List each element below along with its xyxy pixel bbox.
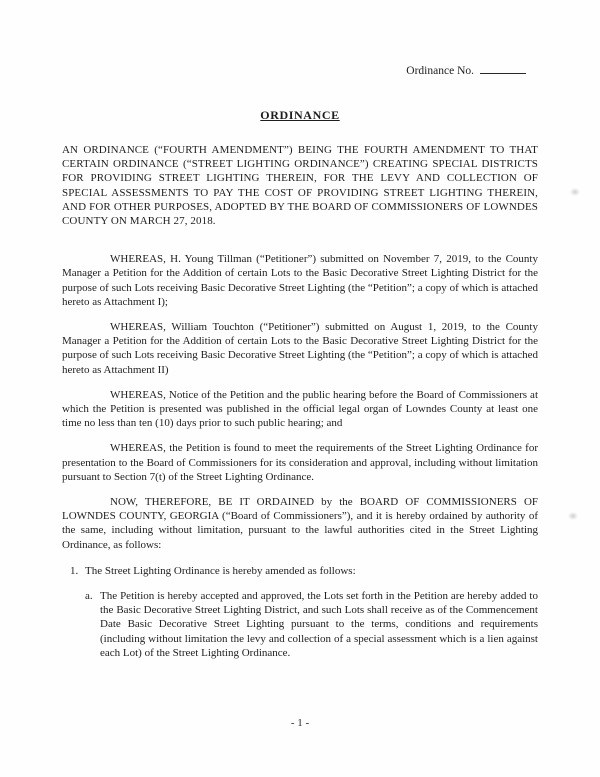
preamble-paragraph: AN ORDINANCE (“FOURTH AMENDMENT”) BEING THE FOURTH AMENDMENT TO THAT CERTAIN ORDINANCE (“STREET LIGHTING ORDINANCE”) CREATING SPECIAL DISTRICTS FOR PROVIDING STREET LIGHTING THEREIN, FOR THE LEVY AND COLLECTION OF SPECIAL ASSESSMENTS TO PAY THE COST OF PROVIDING STREET LIGHTING THEREIN, AND FOR OTHER PURPOSES, ADOPTED BY THE BOARD OF COMMISSIONERS OF LOWNDES COUNTY ON MARCH 27, 2018.: [62, 144, 538, 228]
whereas-paragraph-2: WHEREAS, William Touchton (“Petitioner”) submitted on August 1, 2019, to the County Manager a Petition for the Addition of certain Lots to the Basic Decorative Street Lighting District for the purpose of such Lots receiving Basic Decorative Street Lighting (the “Petition”; a copy of which is attached hereto as Attachment II): [62, 321, 538, 376]
page-number: - 1 -: [290, 717, 310, 729]
list-item-1a-marker: a.: [85, 590, 93, 603]
ordinance-number-label: Ordinance No.: [406, 65, 474, 77]
list-item-1a-text: The Petition is hereby accepted and approved, the Lots set forth in the Petition are hereby added to the Basic Decorative Street Lighting District, and such Lots shall receive as of the Commencement Date Basic Decorative Street Lighting pursuant to the terms, conditions and requirements (including without limitation the levy and collection of a special assessment which is a lien against each Lot) of the Street Lighting Ordinance.: [100, 590, 538, 659]
list-item-1a: [85, 589, 538, 660]
list-item-1-marker: 1.: [70, 564, 79, 577]
document-title: ORDINANCE: [260, 108, 340, 122]
whereas-paragraph-1: WHEREAS, H. Young Tillman (“Petitioner”) submitted on November 7, 2019, to the County Manager a Petition for the Addition of certain Lots to the Basic Decorative Street Lighting District for the purpose of such Lots receiving Basic Decorative Street Lighting (the “Petition”; a copy of which is attached hereto as Attachment I);: [62, 253, 538, 308]
whereas-paragraph-3: WHEREAS, Notice of the Petition and the public hearing before the Board of Commissioners at which the Petition is presented was published in the official legal organ of Lowndes County at least one time no less than ten (10) days prior to such public hearing; and: [62, 388, 538, 430]
ordained-paragraph: NOW, THEREFORE, BE IT ORDAINED by the BOARD OF COMMISSIONERS OF LOWNDES COUNTY, GEORGIA (“Board of Commissioners”), and it is hereby ordained by authority of the same, including without limitation, pursuant to the lawful authorities cited in the Street Lighting Ordinance, as follows:: [62, 496, 538, 551]
whereas-paragraph-4: WHEREAS, the Petition is found to meet the requirements of the Street Lighting Ordinance for presentation to the Board of Commissioners for its consideration and approval, including without limitation pursuant to Section 7(t) of the Street Lighting Ordinance.: [62, 442, 538, 483]
ordinance-number-blank-field[interactable]: [480, 62, 526, 74]
list-item-1-text: The Street Lighting Ordinance is hereby amended as follows:: [85, 564, 356, 577]
list-item-1: [62, 564, 538, 578]
ordinance-number-line: [62, 62, 538, 77]
scan-smudge-artifact: [568, 512, 578, 520]
scan-smudge-artifact: [570, 188, 580, 196]
